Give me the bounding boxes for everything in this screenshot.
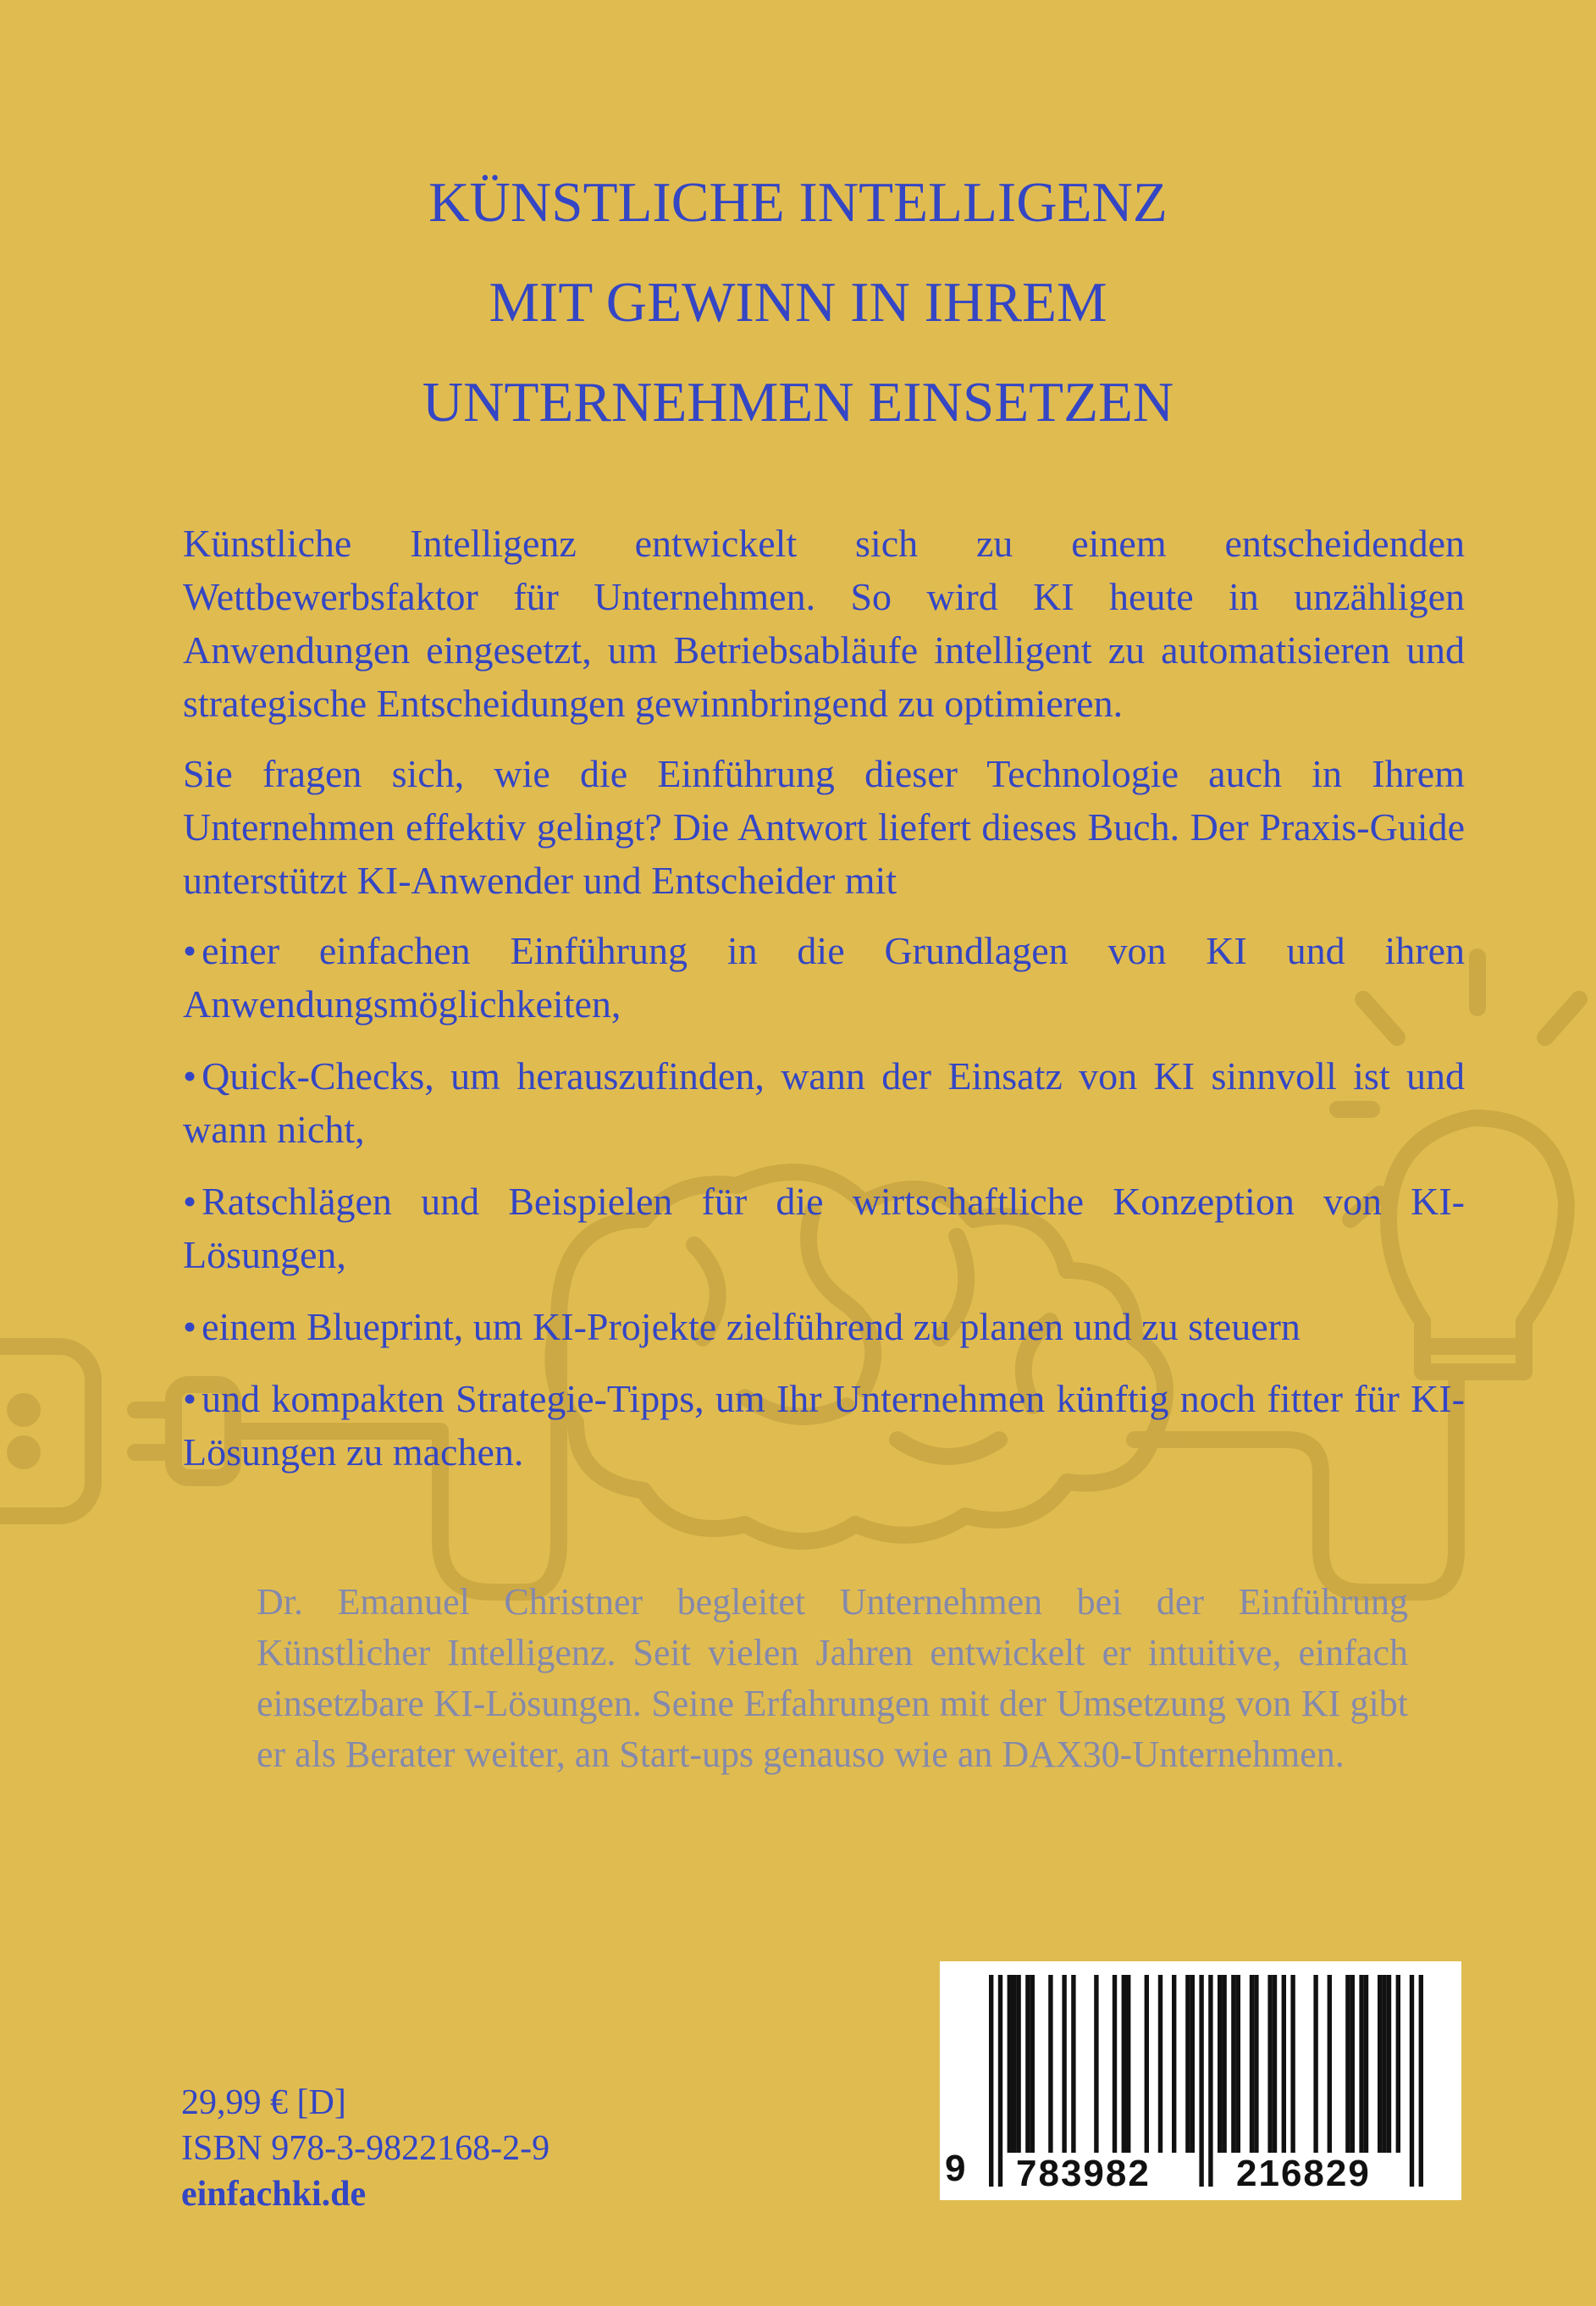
blurb	[183, 517, 1465, 1497]
barcode-bar	[1364, 1975, 1368, 2153]
barcode-bar	[1190, 1975, 1195, 2153]
list-item	[183, 1175, 1465, 1281]
barcode-bar	[989, 1975, 993, 2187]
list-item	[183, 1049, 1465, 1156]
barcode-digits-left: 783982	[1016, 2153, 1151, 2194]
barcode-bar	[1250, 1975, 1254, 2153]
barcode-bar	[1378, 1975, 1382, 2153]
isbn-barcode	[940, 1961, 1461, 2200]
barcode-bar	[1199, 1975, 1203, 2187]
barcode-bar	[1345, 1975, 1350, 2153]
barcode-bar	[1267, 1975, 1272, 2153]
title-line: KÜNSTLICHE INTELLIGENZ	[428, 171, 1168, 234]
barcode-bar	[1382, 1975, 1386, 2153]
barcode-bar	[1048, 1975, 1052, 2153]
barcode-bar	[1236, 1975, 1240, 2153]
list-item-text: einem Blueprint, um KI-Projekte zielführend zu planen und zu steuern	[202, 1305, 1301, 1348]
barcode-bar	[1071, 1975, 1075, 2153]
barcode-bar	[1016, 1975, 1020, 2153]
barcode-bar	[1062, 1975, 1066, 2153]
barcode-bar	[1012, 1975, 1016, 2153]
power-socket-icon	[0, 1347, 93, 1516]
barcode-bar	[1222, 1975, 1226, 2153]
barcode-bar	[998, 1975, 1002, 2187]
title-line: MIT GEWINN IN IHREM	[489, 271, 1107, 334]
price: 29,99 € [D]	[181, 2083, 346, 2122]
barcode-digits-right: 216829	[1236, 2153, 1371, 2194]
question-paragraph: Sie fragen sich, wie die Einführung dieser Technologie auch in Ihrem Unternehmen effektiv gelingt? Die Antwort liefert dieses Buch. Der Praxis-Guide unterstützt KI-Anwender und Entscheider mit	[183, 752, 1465, 902]
author-bio	[257, 1577, 1408, 1780]
intro-paragraph: Künstliche Intelligenz entwickelt sich zu einem entscheidenden Wettbewerbsfaktor für Unternehmen. So wird KI heute in unzähligen Anwendungen eingesetzt, um Betriebsabläufe intelligent zu automatisieren und strategische Entscheidungen gewinnbringend zu optimieren.	[183, 522, 1465, 725]
title	[0, 152, 1596, 452]
list-item	[183, 1372, 1465, 1479]
barcode-bar	[1419, 1975, 1423, 2187]
barcode-bar	[1145, 1975, 1149, 2153]
barcode-bar	[1328, 1975, 1332, 2153]
barcode-bar	[1122, 1975, 1126, 2153]
bullet-icon: •	[183, 1305, 197, 1348]
barcode-bar	[1094, 1975, 1098, 2153]
barcode-bar	[1313, 1975, 1317, 2153]
barcode-bar	[1208, 1975, 1212, 2187]
author-bio-text: Dr. Emanuel Christner begleitet Unternehmen bei der Einführung Künstlicher Intelligenz. Seit vielen Jahren entwickelt er intuitive, einfach einsetzbare KI-Lösungen. Seine Erfahrungen mit der Umsetzung von KI gibt er als Berater weiter, an Start-ups genauso wie an DAX30-Unternehmen.	[257, 1581, 1408, 1775]
barcode-bar	[1410, 1975, 1414, 2187]
barcode-bar	[1231, 1975, 1235, 2153]
barcode-bar	[1218, 1975, 1222, 2153]
barcode-bar	[1126, 1975, 1130, 2153]
barcode-bar	[1113, 1975, 1117, 2153]
bullet-icon: •	[183, 929, 197, 972]
list-item	[183, 1300, 1465, 1353]
barcode-bar	[1008, 1975, 1012, 2153]
barcode-bar	[1290, 1975, 1295, 2153]
barcode-bar	[1387, 1975, 1391, 2153]
bullet-icon: •	[183, 1377, 197, 1420]
bullet-icon: •	[183, 1054, 197, 1098]
list-item-text: Ratschlägen und Beispielen für die wirtschaftliche Konzeption von KI-Lösungen,	[183, 1180, 1465, 1276]
title-line: UNTERNEHMEN EINSETZEN	[422, 371, 1174, 434]
barcode-bar	[1172, 1975, 1176, 2153]
barcode-bar	[1025, 1975, 1030, 2153]
barcode-bar	[1359, 1975, 1363, 2153]
list-item-text: Quick-Checks, um herauszufinden, wann der Einsatz von KI sinnvoll ist und wann nicht,	[183, 1054, 1465, 1151]
list-item-text: und kompakten Strategie-Tipps, um Ihr Unternehmen künftig noch fitter für KI-Lösungen zu machen.	[183, 1377, 1465, 1474]
barcode-bar	[1282, 1975, 1286, 2153]
website-link[interactable]: einfachki.de	[181, 2175, 367, 2214]
barcode-bar	[1273, 1975, 1277, 2153]
isbn: ISBN 978-3-9822168-2-9	[181, 2129, 550, 2168]
barcode-bar	[1350, 1975, 1355, 2153]
barcode-first-digit: 9	[945, 2148, 966, 2189]
list-item	[183, 924, 1465, 1031]
list-item-text: einer einfachen Einführung in die Grundlagen von KI und ihren Anwendungsmöglichkeiten,	[183, 929, 1465, 1026]
bullet-icon: •	[183, 1180, 197, 1223]
barcode-bar	[1185, 1975, 1190, 2153]
pricing-info	[181, 2080, 549, 2217]
barcode-bar	[1254, 1975, 1258, 2153]
barcode-bar	[1158, 1975, 1162, 2153]
barcode-bar	[1030, 1975, 1035, 2153]
barcode-bar	[1396, 1975, 1400, 2153]
